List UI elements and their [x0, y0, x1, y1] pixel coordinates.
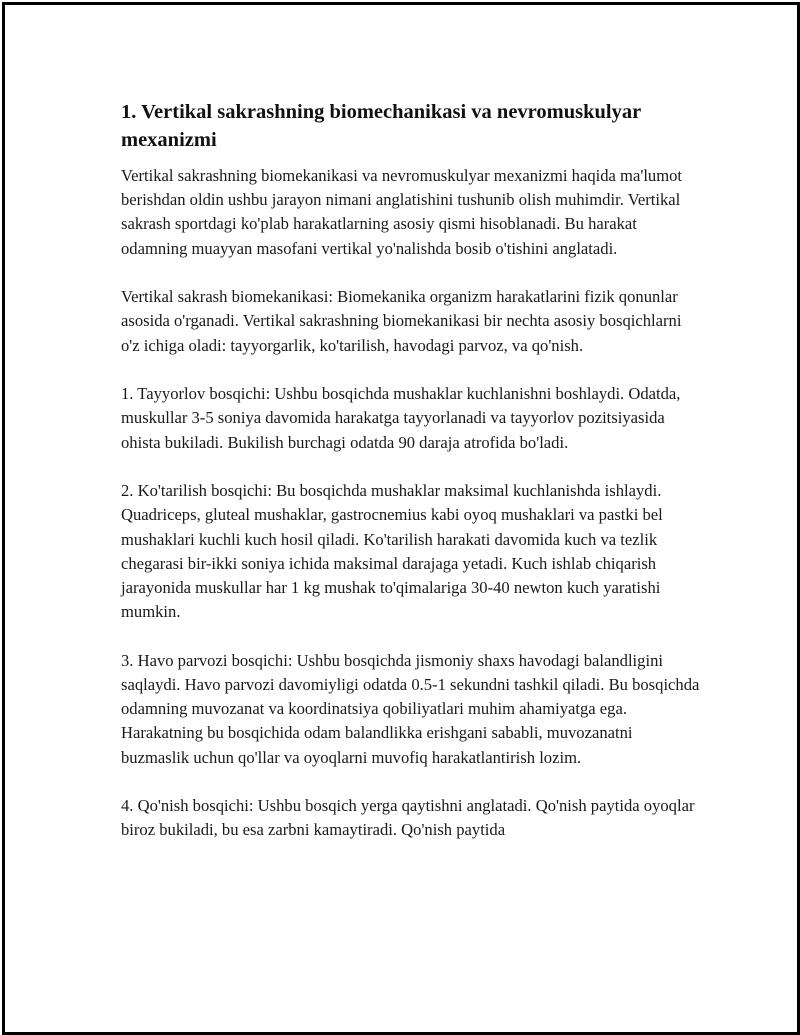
paragraph-intro: Vertikal sakrashning biomekanikasi va nevromuskulyar mexanizmi haqida ma'lumot berishdan oldin ushbu jarayon nimani anglatishini tushunib olish muhimdir. Vertikal sakrash sportdagi ko'plab harakatlarning asosiy qismi hisoblanadi. Bu harakat odamning muayyan masofani vertikal yo'nalishda bosib o'tishini anglatadi.	[121, 166, 683, 258]
paragraph-takeoff-phase: 2. Ko'tarilish bosqichi: Bu bosqichda mushaklar maksimal kuchlanishda ishlaydi. Quadriceps, gluteal mushaklar, gastrocnemius kabi oyoq mushaklari va pastki bel mushaklari kuchli kuch hosil qiladi. Ko'tarilish harakati davomida kuch va tezlik chegarasi bir-ikki soniya ichida maksimal darajaga yetadi. Kuch ishlab chiqarish jarayonida muskullar har 1 kg mushak to'qimalariga 30-40 newton kuch yaratishi mumkin.	[121, 481, 663, 622]
document-title: 1. Vertikal sakrashning biomechanikasi va nevromuskulyar mexanizmi	[121, 101, 641, 151]
paragraph-landing-phase: 4. Qo'nish bosqichi: Ushbu bosqich yerga qaytishni anglatadi. Qo'nish paytida oyoqlar biroz bukiladi, bu esa zarbni kamaytiradi. Qo'nish paytida	[121, 796, 695, 840]
paragraph-biomechanics: Vertikal sakrash biomekanikasi: Biomekanika organizm harakatlarini fizik qonunlar asosida o'rganadi. Vertikal sakrashning biomekanikasi bir nechta asosiy bosqichlarni o'z ichiga oladi: tayyorgarlik, ko'tarilish, havodagi parvoz, va qo'nish.	[121, 287, 682, 355]
paragraph-flight-phase: 3. Havo parvozi bosqichi: Ushbu bosqichda jismoniy shaxs havodagi balandligini saqlaydi. Havo parvozi davomiyligi odatda 0.5-1 sekundni tashkil qiladi. Bu bosqichda odamning muvozanat va koordinatsiya qobiliyatlari muhim ahamiyatga ega. Harakatning bu bosqichida odam balandlikka erishgani sababli, muvozanatni buzmaslik uchun qo'llar va oyoqlarni muvofiq harakatlantirish lozim.	[121, 650, 700, 767]
document-body	[121, 98, 701, 867]
document-page	[2, 2, 800, 1035]
paragraph-preparation-phase: 1. Tayyorlov bosqichi: Ushbu bosqichda mushaklar kuchlanishni boshlaydi. Odatda, muskullar 3-5 soniya davomida harakatga tayyorlanadi va tayyorlov pozitsiyasida ohista bukiladi. Bukilish burchagi odatda 90 daraja atrofida bo'ladi.	[121, 384, 681, 452]
